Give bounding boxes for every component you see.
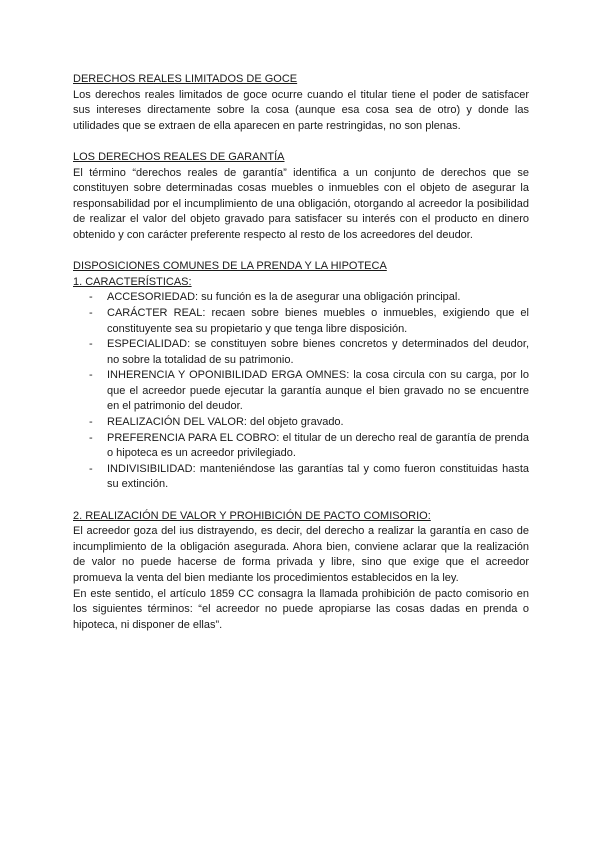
- section-heading-disposiciones: DISPOSICIONES COMUNES DE LA PRENDA Y LA HIPOTECA: [73, 260, 387, 273]
- bullet-dash: -: [89, 306, 93, 319]
- paragraph-goce: Los derechos reales limitados de goce ocurre cuando el titular tiene el poder de satisfacer sus intereses directamente sobre la cosa (aunque esa cosa sea de otro) y donde las utilidades que se extraen de ella aparecen en parte restringidas, no son plenas.: [73, 88, 529, 132]
- section-heading-garantia: LOS DERECHOS REALES DE GARANTÍA: [73, 150, 285, 163]
- section-disposiciones: [73, 259, 529, 493]
- subheading-caracteristicas: 1. CARACTERÍSTICAS:: [73, 275, 192, 288]
- bullet-dash: -: [89, 369, 93, 382]
- bullet-dash: -: [89, 431, 93, 444]
- list-item: [73, 462, 529, 493]
- list-item: [73, 290, 529, 306]
- section-heading-realizacion: 2. REALIZACIÓN DE VALOR Y PROHIBICIÓN DE PACTO COMISORIO:: [73, 509, 431, 522]
- list-item-text: PREFERENCIA PARA EL COBRO: el titular de un derecho real de garantía de prenda o hipoteca es un acreedor privilegiado.: [107, 431, 529, 460]
- list-item: [73, 415, 529, 431]
- list-item-text: ESPECIALIDAD: se constituyen sobre bienes concretos y determinados del deudor, no sobre la totalidad de su patrimonio.: [107, 338, 529, 366]
- section-realizacion: [73, 509, 529, 634]
- list-item-text: INHERENCIA Y OPONIBILIDAD ERGA OMNES: la cosa circula con su carga, por lo que el acreedor puede ejecutar la garantía aunque el bien gravado no se encuentre en el patrimonio del deudor.: [107, 369, 529, 413]
- section-goce: [73, 72, 529, 134]
- list-item-text: REALIZACIÓN DEL VALOR: del objeto gravado.: [107, 416, 344, 429]
- paragraph-realizacion-1: El acreedor goza del ius distrayendo, es decir, del derecho a realizar la garantía en caso de incumplimiento de la obligación asegurada. Ahora bien, conviene aclarar que la realización de valor no puede hacerse de forma privada y libre, sino que exige que el acreedor promueva la venta del bien mediante los procedimientos establecidos en la ley.: [73, 525, 529, 584]
- list-item: [73, 368, 529, 415]
- bullet-dash: -: [89, 416, 93, 429]
- list-item: [73, 431, 529, 462]
- section-garantia: [73, 150, 529, 244]
- list-item: [73, 306, 529, 337]
- bullet-dash: -: [89, 338, 93, 351]
- list-item: [73, 337, 529, 368]
- bullet-dash: -: [89, 462, 93, 475]
- section-heading-goce: DERECHOS REALES LIMITADOS DE GOCE: [73, 73, 298, 85]
- paragraph-realizacion-2: En este sentido, el artículo 1859 CC consagra la llamada prohibición de pacto comisorio en los siguientes términos: “el acreedor no puede apropiarse las cosas dadas en prenda o hipoteca, ni disponer de ellas”.: [73, 587, 529, 631]
- list-item-text: ACCESORIEDAD: su función es la de asegurar una obligación principal.: [107, 291, 461, 304]
- paragraph-garantia: El término “derechos reales de garantía” identifica a un conjunto de derechos que se constituyen sobre determinadas cosas muebles o inmuebles con el objeto de asegurar la responsabilidad por el incumplimiento de una obligación, otorgando al acreedor la posibilidad de realizar el valor del objeto gravado para satisfacer su interés con el producto en dinero obtenido y con carácter preferente respecto al resto de los acreedores del deudor.: [73, 166, 529, 241]
- characteristics-list: [73, 290, 529, 493]
- bullet-dash: -: [89, 291, 93, 304]
- list-item-text: INDIVISIBILIDAD: manteniéndose las garantías tal y como fueron constituidas hasta su extinción.: [107, 462, 529, 491]
- document-page: [73, 72, 529, 649]
- list-item-text: CARÁCTER REAL: recaen sobre bienes muebles o inmuebles, exigiendo que el constituyente sea su propietario y que tenga libre disposición.: [107, 306, 529, 335]
